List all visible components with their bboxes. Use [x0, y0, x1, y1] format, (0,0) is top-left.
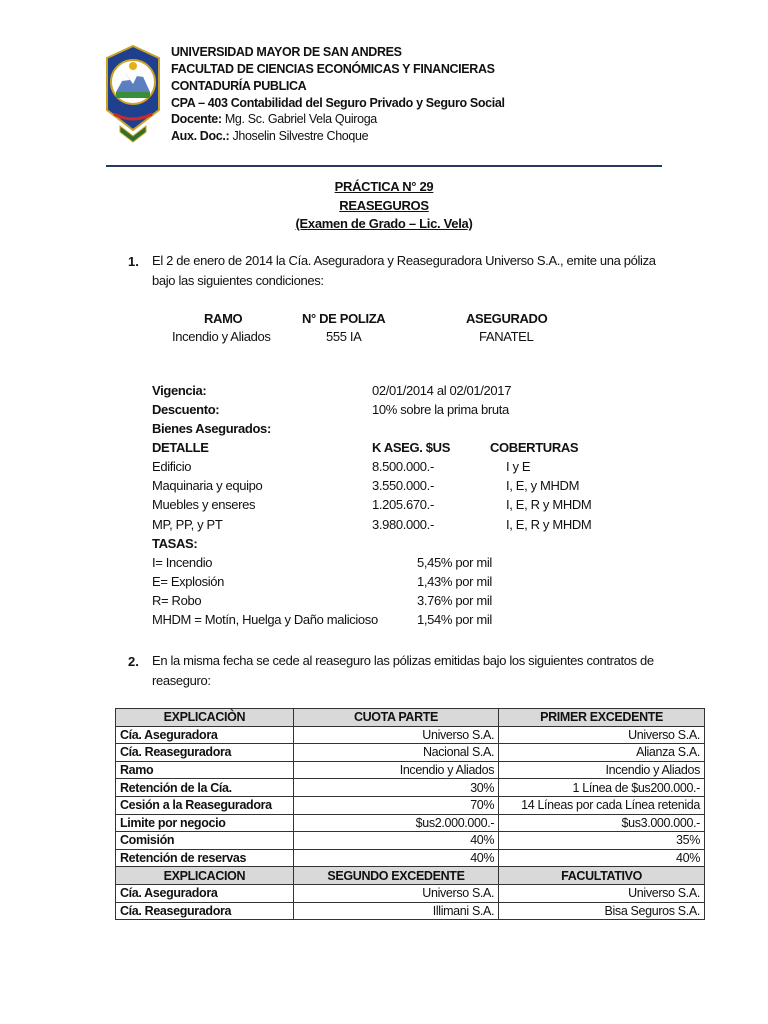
- column-header: EXPLICACIÒN: [116, 709, 294, 727]
- question-1-line-1: El 2 de enero de 2014 la Cía. Aseguradora y Reaseguradora Universo S.A., emite una póliza: [152, 253, 656, 268]
- cell-cuota-parte: 70%: [293, 796, 498, 814]
- cell-primer-excedente: 40%: [499, 849, 705, 867]
- career-name: CONTADURÍA PUBLICA: [171, 79, 307, 93]
- goods-capital: 8.500.000.-: [372, 459, 434, 474]
- rate-name: R= Robo: [152, 593, 202, 608]
- tasas-label: TASAS:: [152, 536, 198, 551]
- descuento-value: 10% sobre la prima bruta: [372, 402, 509, 417]
- table-row: [116, 761, 705, 779]
- question-1-number: 1.: [128, 254, 139, 269]
- course-name: CPA – 403 Contabilidad del Seguro Privado y Seguro Social: [171, 96, 505, 110]
- goods-coberturas: I y E: [506, 459, 531, 474]
- goods-header-detalle: DETALLE: [152, 440, 209, 455]
- goods-header-coberturas: COBERTURAS: [490, 440, 579, 455]
- column-header: SEGUNDO EXCEDENTE: [293, 867, 498, 885]
- table-row: [116, 744, 705, 762]
- goods-detalle: MP, PP, y PT: [152, 517, 223, 532]
- rate-name: I= Incendio: [152, 555, 213, 570]
- teacher-line: [171, 111, 377, 127]
- cell-segundo-excedente: Illimani S.A.: [293, 902, 498, 920]
- row-label: Cía. Reaseguradora: [116, 744, 294, 762]
- question-1-text: [152, 251, 672, 291]
- topic-title: REASEGUROS: [339, 198, 429, 213]
- bienes-label: Bienes Asegurados:: [152, 421, 271, 436]
- row-label: Ramo: [116, 761, 294, 779]
- teacher-label: Docente:: [171, 112, 222, 126]
- policy-value-poliza: 555 IA: [326, 329, 362, 344]
- faculty-name: FACULTAD DE CIENCIAS ECONÓMICAS Y FINANCIERAS: [171, 62, 495, 76]
- rate-value: 3.76% por mil: [417, 593, 492, 608]
- column-header: PRIMER EXCEDENTE: [499, 709, 705, 727]
- goods-header-capital: K ASEG. $US: [372, 440, 451, 455]
- row-label: Limite por negocio: [116, 814, 294, 832]
- table-row: [116, 796, 705, 814]
- vigencia-label: Vigencia:: [152, 383, 207, 398]
- goods-detalle: Maquinaria y equipo: [152, 478, 263, 493]
- goods-detalle: Edificio: [152, 459, 192, 474]
- row-label: Retención de la Cía.: [116, 779, 294, 797]
- rate-value: 5,45% por mil: [417, 555, 492, 570]
- question-2-text: [152, 651, 672, 691]
- goods-detalle: Muebles y enseres: [152, 497, 256, 512]
- question-2-line-2: reaseguro:: [152, 673, 211, 688]
- table-row: [116, 902, 705, 920]
- cell-cuota-parte: $us2.000.000.-: [293, 814, 498, 832]
- reinsurance-contracts-table: [115, 708, 705, 920]
- cell-cuota-parte: 40%: [293, 832, 498, 850]
- policy-value-ramo: Incendio y Aliados: [172, 329, 271, 344]
- cell-primer-excedente: Alianza S.A.: [499, 744, 705, 762]
- cell-primer-excedente: 14 Líneas por cada Línea retenida: [499, 796, 705, 814]
- cell-facultativo: Bisa Seguros S.A.: [499, 902, 705, 920]
- header-divider: [106, 165, 662, 167]
- policy-header-ramo: RAMO: [204, 311, 243, 326]
- row-label: Cesión a la Reaseguradora: [116, 796, 294, 814]
- cell-primer-excedente: 1 Línea de $us200.000.-: [499, 779, 705, 797]
- cell-cuota-parte: Universo S.A.: [293, 726, 498, 744]
- row-label: Cía. Aseguradora: [116, 884, 294, 902]
- practice-title: PRÁCTICA N° 29: [334, 179, 434, 194]
- row-label: Retención de reservas: [116, 849, 294, 867]
- table-row: [116, 779, 705, 797]
- cell-primer-excedente: 35%: [499, 832, 705, 850]
- goods-capital: 3.980.000.-: [372, 517, 434, 532]
- table-row: [116, 814, 705, 832]
- table-row: [116, 832, 705, 850]
- question-2-number: 2.: [128, 654, 139, 669]
- policy-value-asegurado: FANATEL: [479, 329, 534, 344]
- rate-value: 1,54% por mil: [417, 612, 492, 627]
- cell-segundo-excedente: Universo S.A.: [293, 884, 498, 902]
- rate-name: E= Explosión: [152, 574, 225, 589]
- cell-facultativo: Universo S.A.: [499, 884, 705, 902]
- goods-capital: 3.550.000.-: [372, 478, 434, 493]
- row-label: Cía. Reaseguradora: [116, 902, 294, 920]
- row-label: Cía. Aseguradora: [116, 726, 294, 744]
- column-header: FACULTATIVO: [499, 867, 705, 885]
- teacher-name: Mg. Sc. Gabriel Vela Quiroga: [224, 112, 377, 126]
- table-header-row: [116, 867, 705, 885]
- goods-capital: 1.205.670.-: [372, 497, 434, 512]
- column-header: CUOTA PARTE: [293, 709, 498, 727]
- exam-title: (Examen de Grado – Lic. Vela): [295, 216, 473, 231]
- question-1-line-2: bajo las siguientes condiciones:: [152, 273, 324, 288]
- rate-name: MHDM = Motín, Huelga y Daño malicioso: [152, 612, 378, 627]
- policy-header-poliza: N° DE POLIZA: [302, 311, 386, 326]
- table-header-row: [116, 709, 705, 727]
- column-header: EXPLICACION: [116, 867, 294, 885]
- assistant-label: Aux. Doc.:: [171, 129, 230, 143]
- question-2-line-1: En la misma fecha se cede al reaseguro las pólizas emitidas bajo los siguientes contratos de: [152, 653, 654, 668]
- row-label: Comisión: [116, 832, 294, 850]
- rate-value: 1,43% por mil: [417, 574, 492, 589]
- table-row: [116, 884, 705, 902]
- vigencia-value: 02/01/2014 al 02/01/2017: [372, 383, 512, 398]
- table-row: [116, 849, 705, 867]
- cell-cuota-parte: 40%: [293, 849, 498, 867]
- cell-primer-excedente: $us3.000.000.-: [499, 814, 705, 832]
- cell-primer-excedente: Universo S.A.: [499, 726, 705, 744]
- goods-coberturas: I, E, R y MHDM: [506, 497, 592, 512]
- university-seal-logo: [104, 44, 162, 144]
- cell-cuota-parte: Nacional S.A.: [293, 744, 498, 762]
- table-row: [116, 726, 705, 744]
- descuento-label: Descuento:: [152, 402, 220, 417]
- assistant-name: Jhoselin Silvestre Choque: [232, 129, 369, 143]
- cell-cuota-parte: Incendio y Aliados: [293, 761, 498, 779]
- policy-header-asegurado: ASEGURADO: [466, 311, 548, 326]
- cell-primer-excedente: Incendio y Aliados: [499, 761, 705, 779]
- goods-coberturas: I, E, R y MHDM: [506, 517, 592, 532]
- university-name: UNIVERSIDAD MAYOR DE SAN ANDRES: [171, 45, 402, 59]
- cell-cuota-parte: 30%: [293, 779, 498, 797]
- assistant-line: [171, 128, 368, 144]
- goods-coberturas: I, E, y MHDM: [506, 478, 580, 493]
